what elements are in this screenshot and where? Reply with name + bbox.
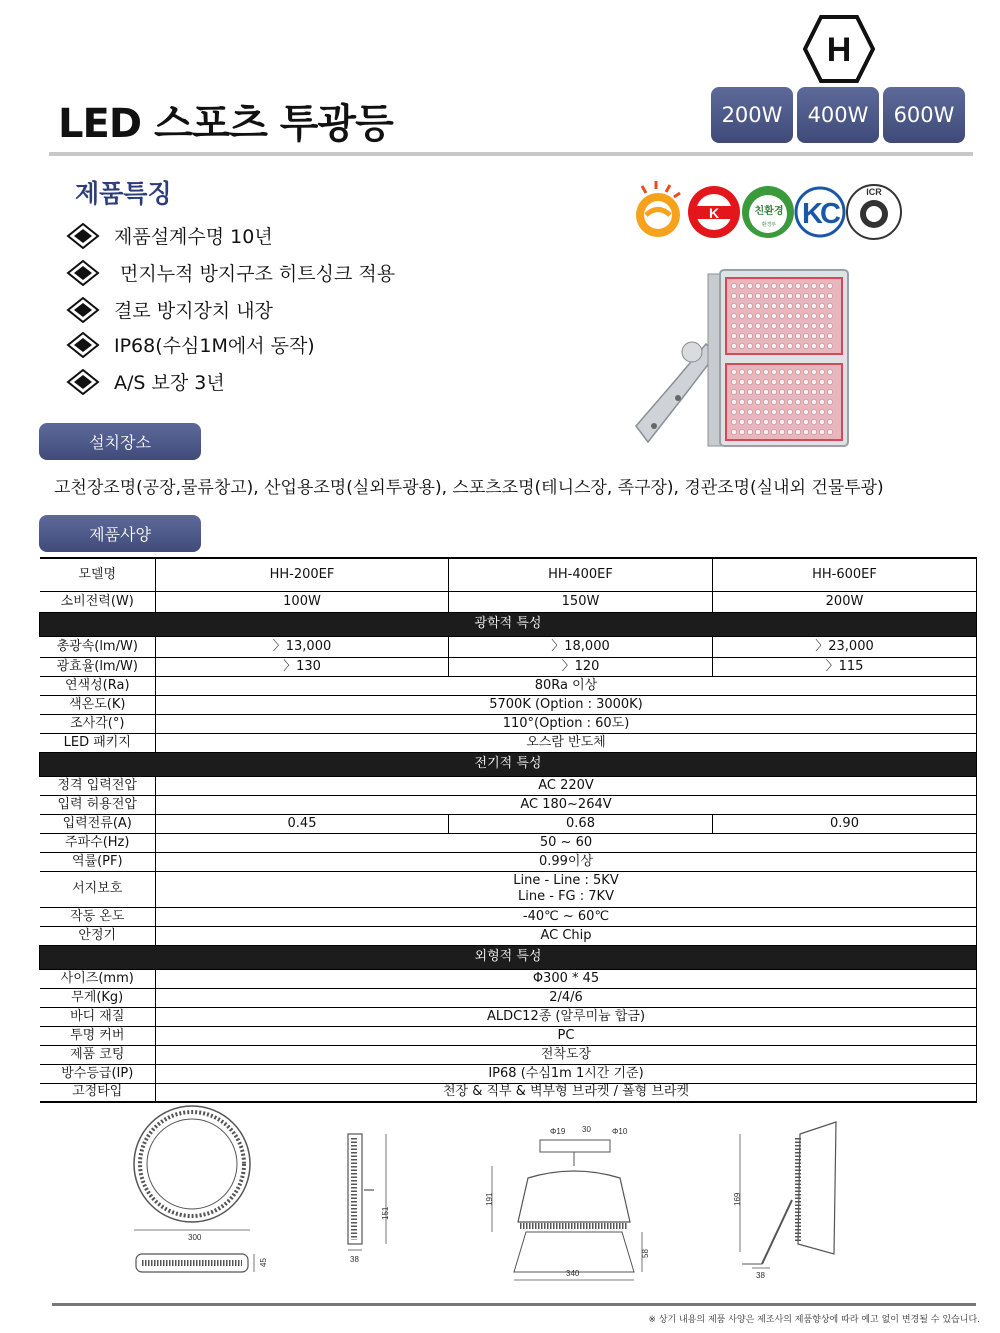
cell: 〉23,000: [713, 636, 977, 657]
dim-label: 340: [566, 1269, 580, 1278]
watt-badge-200[interactable]: 200W: [711, 87, 793, 143]
table-row: [40, 907, 977, 926]
cell: 150W: [449, 591, 713, 612]
feature-text: 결로 방지장치 내장: [114, 300, 273, 322]
section-row: [40, 945, 977, 969]
diamond-bullet-icon: [66, 223, 100, 249]
diamond-bullet-icon: [66, 297, 100, 323]
row-label: 소비전력(W): [40, 591, 156, 612]
section-heading: 광학적 특성: [40, 612, 977, 636]
kc-mark-text: KC: [802, 198, 838, 230]
page-title: LED 스포츠 투광등: [58, 101, 393, 147]
dim-label: 169: [733, 1192, 742, 1206]
row-label: 안정기: [40, 926, 156, 945]
hazard-hexagon-icon: [803, 14, 875, 84]
cell: 2/4/6: [156, 988, 977, 1007]
cell: AC 220V: [156, 776, 977, 795]
row-label: 사이즈(mm): [40, 969, 156, 988]
table-row: [40, 926, 977, 945]
diamond-bullet-icon: [66, 260, 100, 286]
cell: 50 ~ 60: [156, 833, 977, 852]
icr-mark-icon: [847, 185, 901, 239]
side-view-drawing: [348, 1134, 386, 1250]
dim-label: 300: [188, 1233, 202, 1242]
row-label: 모델명: [40, 558, 156, 591]
table-row: [40, 591, 977, 612]
cell: 〉120: [449, 657, 713, 676]
cell: 0.68: [449, 814, 713, 833]
row-label: 색온도(K): [40, 695, 156, 714]
k-mark-icon: [688, 186, 740, 238]
feature-item: [66, 331, 315, 358]
dim-label: 191: [485, 1192, 494, 1206]
cell: 전착도장: [156, 1045, 977, 1064]
row-label: 광효율(lm/W): [40, 657, 156, 676]
cell: 〉18,000: [449, 636, 713, 657]
floodlight-product-image: [634, 266, 850, 450]
cell: HH-400EF: [449, 558, 713, 591]
row-label: 방수등급(IP): [40, 1064, 156, 1083]
cell: 천장 & 직부 & 벽부형 브라켓 / 폴형 브라켓: [156, 1083, 977, 1102]
table-row: [40, 795, 977, 814]
cell: HH-600EF: [713, 558, 977, 591]
table-row: [40, 733, 977, 752]
cell: ALDC12종 (알루미늄 합금): [156, 1007, 977, 1026]
front-view-drawing: [134, 1106, 250, 1230]
dim-label: Φ10: [612, 1127, 628, 1136]
table-row: [40, 695, 977, 714]
spec-button[interactable]: 제품사양: [39, 515, 201, 552]
cell: 100W: [156, 591, 449, 612]
eco-label-icon: [742, 186, 794, 238]
table-row: [40, 1064, 977, 1083]
cell: 〉130: [156, 657, 449, 676]
bracket-view-drawing: [492, 1140, 642, 1280]
feature-item: [66, 222, 273, 249]
dim-label: 151: [381, 1206, 390, 1220]
cell: PC: [156, 1026, 977, 1045]
row-label: 연색성(Ra): [40, 676, 156, 695]
row-label: 입력 허용전압: [40, 795, 156, 814]
k-mark-letter: K: [708, 205, 720, 221]
feature-item: [66, 368, 225, 395]
table-row: [40, 833, 977, 852]
dim-label: 45: [259, 1258, 268, 1267]
certification-logos: [628, 176, 904, 242]
table-row: [40, 636, 977, 657]
row-label: 조사각(°): [40, 714, 156, 733]
feature-item: [66, 296, 273, 323]
table-row: [40, 871, 977, 907]
row-label: LED 패키지: [40, 733, 156, 752]
cell: Φ300 * 45: [156, 969, 977, 988]
cell: 0.90: [713, 814, 977, 833]
row-label: 주파수(Hz): [40, 833, 156, 852]
eco-label-text: 친환경: [754, 206, 784, 217]
cell: [156, 871, 977, 907]
kc-mark-icon: [796, 188, 844, 236]
diamond-bullet-icon: [66, 332, 100, 358]
cell: AC 180~264V: [156, 795, 977, 814]
dim-label: 38: [756, 1271, 765, 1280]
table-row: [40, 1045, 977, 1064]
row-label: 제품 코팅: [40, 1045, 156, 1064]
cell: 200W: [713, 591, 977, 612]
cell: HH-200EF: [156, 558, 449, 591]
row-label: 투명 커버: [40, 1026, 156, 1045]
row-label: 무게(Kg): [40, 988, 156, 1007]
cell: AC Chip: [156, 926, 977, 945]
feature-item: [66, 259, 395, 286]
row-label: 정격 입력전압: [40, 776, 156, 795]
row-label: 역률(PF): [40, 852, 156, 871]
section-heading: 전기적 특성: [40, 752, 977, 776]
dim-label: 30: [582, 1125, 591, 1134]
section-row: [40, 752, 977, 776]
table-row: [40, 676, 977, 695]
dim-label: 38: [350, 1255, 359, 1264]
cell: 오스람 반도체: [156, 733, 977, 752]
table-row: [40, 852, 977, 871]
table-row: [40, 988, 977, 1007]
section-heading: 외형적 특성: [40, 945, 977, 969]
section-row: [40, 612, 977, 636]
row-label: 입력전류(A): [40, 814, 156, 833]
table-row: [40, 558, 977, 591]
cell: 5700K (Option : 3000K): [156, 695, 977, 714]
watt-badge-400[interactable]: 400W: [797, 87, 879, 143]
table-row: [40, 657, 977, 676]
bottom-view-drawing: [136, 1254, 254, 1272]
table-row: [40, 1007, 977, 1026]
watt-badge-600[interactable]: 600W: [883, 87, 965, 143]
table-row: [40, 814, 977, 833]
feature-text: A/S 보장 3년: [114, 372, 225, 394]
diamond-bullet-icon: [66, 369, 100, 395]
dim-label: 58: [641, 1249, 650, 1258]
feature-text: IP68(수심1M에서 동작): [114, 335, 315, 357]
dim-label: Φ19: [550, 1127, 566, 1136]
cell: 〉13,000: [156, 636, 449, 657]
footer-divider: [52, 1303, 976, 1306]
cell: 0.99이상: [156, 852, 977, 871]
row-label: 작동 온도: [40, 907, 156, 926]
row-label: 서지보호: [40, 871, 156, 907]
table-row: [40, 969, 977, 988]
efficiency-e-mark-icon: [636, 181, 680, 237]
cell: 0.45: [156, 814, 449, 833]
install-location-text: 고천장조명(공장,물류창고), 산업용조명(실외투광용), 스포츠조명(테니스장, 족구장), 경관조명(실내외 건물투광): [54, 478, 884, 498]
icr-mark-text: ICR: [866, 187, 882, 197]
technical-drawings: [130, 1104, 850, 1286]
features-heading: 제품특징: [75, 179, 172, 208]
angled-view-drawing: [740, 1122, 836, 1268]
table-row: [40, 714, 977, 733]
cell: IP68 (수심1m 1시간 기준): [156, 1064, 977, 1083]
surge-line-1: Line - Line : 5KV: [513, 873, 619, 888]
cell: 〉115: [713, 657, 977, 676]
cell: 80Ra 이상: [156, 676, 977, 695]
feature-text: 먼지누적 방지구조 히트싱크 적용: [120, 263, 396, 285]
table-row: [40, 1026, 977, 1045]
install-location-button[interactable]: 설치장소: [39, 423, 201, 460]
row-label: 바디 재질: [40, 1007, 156, 1026]
table-row: [40, 1083, 977, 1102]
row-label: 총광속(lm/W): [40, 636, 156, 657]
table-row: [40, 776, 977, 795]
surge-line-2: Line - FG : 7KV: [518, 889, 614, 904]
cell: 110°(Option : 60도): [156, 714, 977, 733]
feature-text: 제품설계수명 10년: [114, 226, 273, 248]
title-divider: [49, 152, 973, 156]
hazard-letter: H: [826, 31, 852, 69]
footnote: ※ 상기 내용의 제품 사양은 제조사의 제품향상에 따라 예고 없이 변경될 수 있습니다.: [648, 1315, 980, 1325]
eco-label-sub: 환경부: [761, 222, 777, 228]
row-label: 고정타입: [40, 1083, 156, 1102]
cell: -40℃ ~ 60℃: [156, 907, 977, 926]
spec-table: [39, 557, 977, 1103]
